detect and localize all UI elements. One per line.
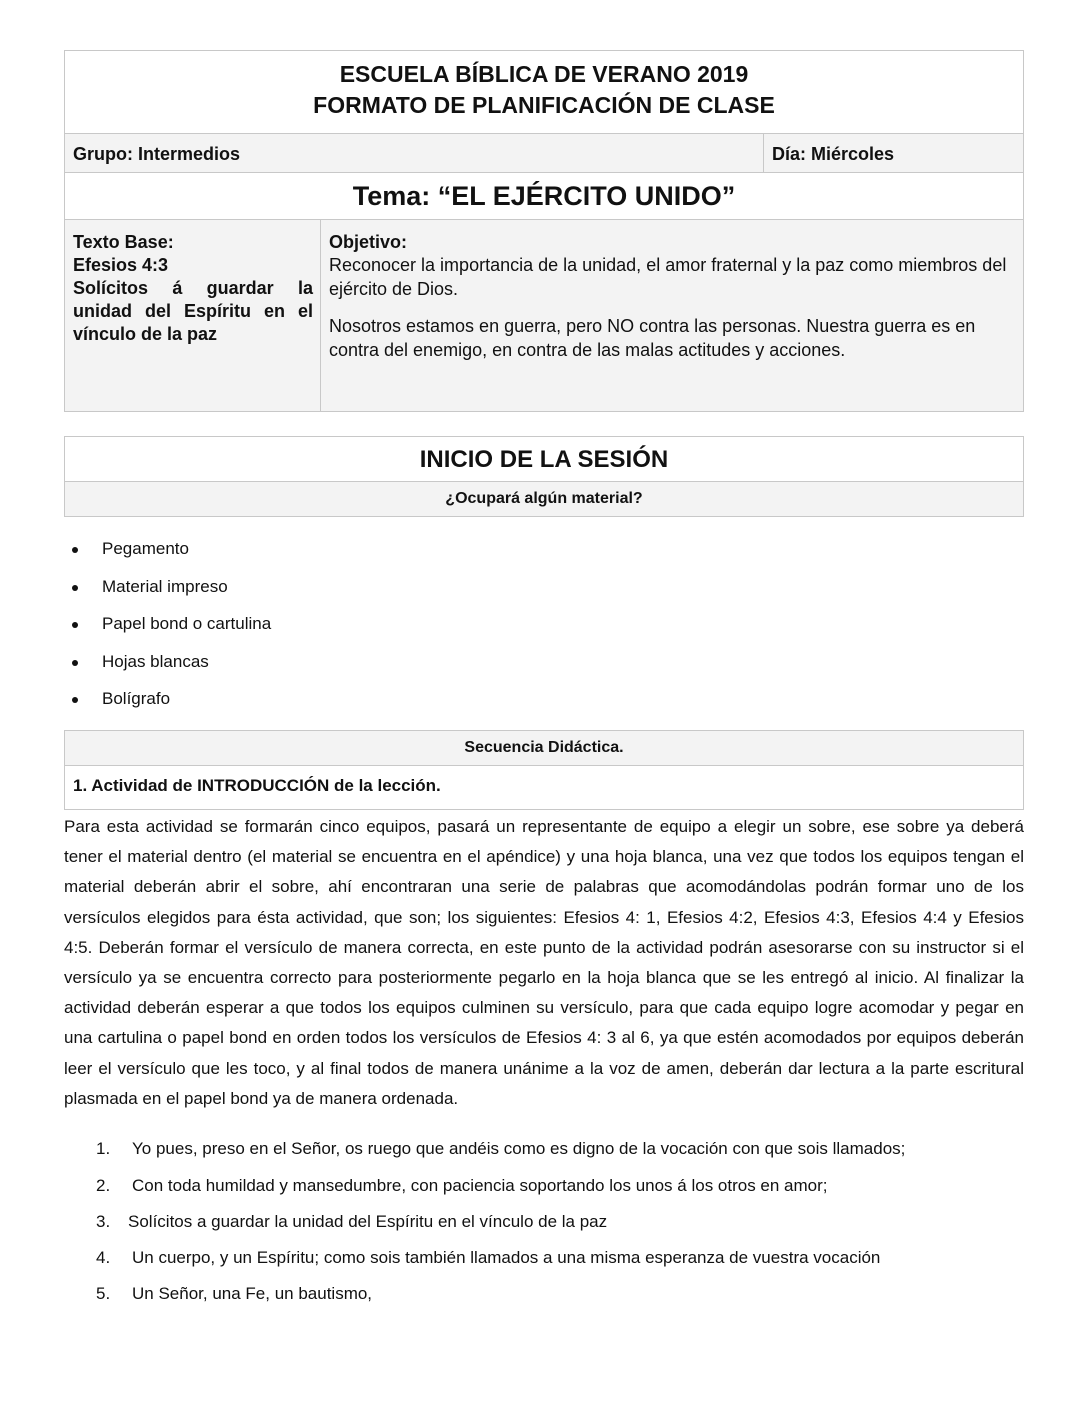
material-item-label: Pegamento	[102, 539, 189, 558]
texto-base-verse: Solícitos á guardar la unidad del Espíritu en el vínculo de la paz	[73, 278, 313, 344]
material-question-cell	[64, 481, 1024, 517]
material-item-label: Material impreso	[102, 577, 228, 596]
objetivo-paragraph-1: Reconocer la importancia de la unidad, el amor fraternal y la paz como miembros del ejército de Dios.	[329, 255, 1007, 299]
material-item-label: Hojas blancas	[102, 652, 209, 671]
inicio-title: INICIO DE LA SESIÓN	[419, 446, 669, 473]
texto-base-label	[73, 231, 174, 277]
verse-number: 4.	[96, 1248, 111, 1267]
verse-text: Un cuerpo, y un Espíritu; como sois también llamados a una misma esperanza de vuestra vocación	[132, 1248, 881, 1267]
header-title-line2: FORMATO DE PLANIFICACIÓN DE CLASE	[313, 92, 775, 118]
grupo-label: Grupo: Intermedios	[73, 144, 241, 164]
verse-number: 5.	[96, 1284, 111, 1303]
texto-base-cell	[64, 219, 321, 412]
grupo-cell	[64, 133, 764, 173]
dia-cell	[763, 133, 1024, 173]
texto-base-reference: Efesios 4:3	[73, 255, 169, 275]
actividad-cell	[64, 765, 1024, 810]
bullet-icon	[72, 697, 78, 703]
verse-number: 3.	[96, 1212, 111, 1231]
verse-number: 1.	[96, 1139, 111, 1158]
actividad-title: 1. Actividad de INTRODUCCIÓN de la lección.	[73, 776, 441, 795]
secuencia-header	[64, 730, 1024, 766]
activity-paragraph: Para esta actividad se formarán cinco equipos, pasará un representante de equipo a elegir un sobre, ese sobre ya deberá tener el material dentro (el material se encuentra en el apéndice) y una hoja blanca, una vez que todos los equipos tengan el material deberán abrir el sobre, ahí encontraran una serie de palabras que acomodándolas podrán formar uno de los versículos elegidos para ésta actividad, que son; los siguientes: Efesios 4: 1, Efesios 4:2, Efesios 4:3, Efesios 4:4 y Efesios 4:5. Deberán formar el versículo de manera correcta, en este punto de la actividad podrán asesorarse con su instructor si el versículo ya se encuentra correcto para posteriormente pegarlo en la hoja blanca que se les entregó al inicio. Al finalizar la actividad deberán esperar a que todos los equipos culminen su versículo, para que cada equipo logre acomodar y pegar en una cartulina o papel bond en orden todos los versículos de Efesios 4: 3 al 6, ya que estén acomodados por equipos deberán leer el versículo que les toco, y al final todos de manera unánime a la voz de amen, deberán dar lectura a la parte escritural plasmada en el papel bond ya de manera ordenada.	[64, 817, 1024, 1108]
bullet-icon	[72, 547, 78, 553]
objetivo-cell	[320, 219, 1024, 412]
material-question: ¿Ocupará algún material?	[445, 490, 643, 507]
tema-cell	[64, 172, 1024, 220]
dia-label: Día: Miércoles	[772, 144, 895, 164]
bullet-icon	[72, 585, 78, 591]
verse-number: 2.	[96, 1176, 111, 1195]
verse-text: Solícitos a guardar la unidad del Espíritu en el vínculo de la paz	[128, 1212, 608, 1231]
bullet-icon	[72, 622, 78, 628]
material-item-label: Papel bond o cartulina	[102, 614, 272, 633]
inicio-section-header	[64, 436, 1024, 482]
objetivo-paragraph-2: Nosotros estamos en guerra, pero NO contra las personas. Nuestra guerra es en contra del enemigo, en contra de las malas actitudes y acciones.	[329, 316, 976, 360]
material-item-label: Bolígrafo	[102, 689, 171, 708]
texto-base-heading: Texto Base:	[73, 232, 174, 252]
header-title-line1: ESCUELA BÍBLICA DE VERANO 2019	[339, 61, 749, 87]
verse-text: Un Señor, una Fe, un bautismo,	[132, 1284, 373, 1303]
verse-text: Yo pues, preso en el Señor, os ruego que andéis como es digno de la vocación con que sois llamados;	[132, 1139, 906, 1158]
verse-text: Con toda humildad y mansedumbre, con paciencia soportando los unos á los otros en amor;	[132, 1176, 828, 1195]
document-header	[64, 50, 1024, 134]
bullet-icon	[72, 660, 78, 666]
objetivo-label: Objetivo:	[329, 232, 408, 252]
tema-title: Tema: “EL EJÉRCITO UNIDO”	[352, 181, 736, 211]
secuencia-title: Secuencia Didáctica.	[464, 739, 624, 756]
